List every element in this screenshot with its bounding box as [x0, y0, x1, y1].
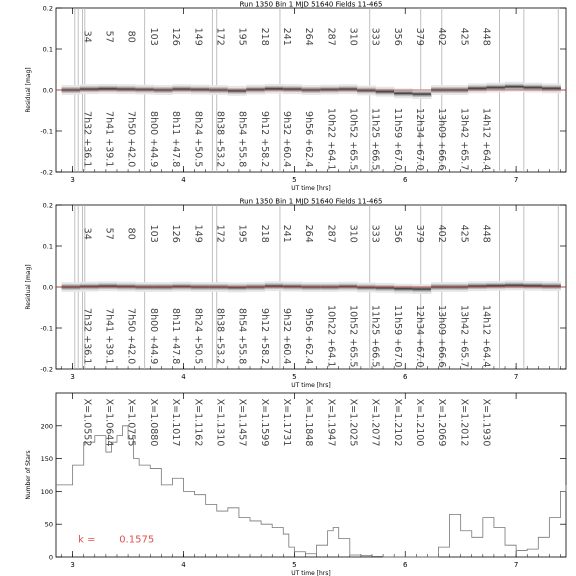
y-tick-label: -0.1: [40, 324, 53, 333]
airmass-label: X=1.1310: [214, 398, 226, 447]
y-tick-label: 0.1: [42, 242, 53, 251]
x-tick-label: 5: [292, 176, 297, 184]
x-tick-label: 7: [513, 373, 519, 381]
field-number: 379: [414, 27, 425, 46]
x-tick-label: 3: [70, 561, 75, 569]
x-axis-label: UT time [hrs]: [291, 382, 331, 389]
field-number: 264: [303, 27, 315, 46]
airmass-label: X=1.2077: [369, 398, 381, 447]
field-number: 356: [391, 27, 403, 46]
field-number: 195: [236, 27, 248, 46]
y-tick-label: 150: [40, 455, 53, 464]
residual-density-cell: [524, 285, 543, 286]
airmass-label: X=1.1947: [325, 398, 337, 447]
field-number: 195: [236, 224, 248, 243]
y-axis-label: Residual [mag]: [25, 67, 32, 113]
field-coordinates: 10h52 +65.5: [347, 108, 359, 171]
residual-density-cell: [376, 91, 395, 92]
field-number: 172: [214, 224, 226, 243]
airmass-label: X=1.2102: [391, 398, 403, 447]
residual-density-cell: [265, 88, 284, 89]
y-tick-label: 0.2: [42, 4, 53, 13]
field-number: 356: [391, 224, 403, 243]
field-number: 126: [170, 27, 182, 46]
x-tick-label: 4: [181, 373, 186, 381]
residual-density-cell: [487, 87, 506, 88]
field-coordinates: 7h32 +36.1: [81, 111, 93, 168]
airmass-label: X=1.1457: [236, 398, 248, 447]
field-coordinates: 7h32 +36.1: [81, 308, 93, 365]
field-number: 103: [147, 224, 159, 243]
field-coordinates: 9h56 +62.4: [303, 111, 315, 168]
residual-density-cell: [413, 93, 432, 94]
field-number: 241: [280, 224, 292, 243]
k-value: 0.1575: [119, 534, 155, 546]
field-coordinates: 8h00 +44.9: [147, 308, 159, 365]
field-coordinates: 11h59 +67.0: [391, 108, 403, 171]
field-coordinates: 14h12 +64.4: [480, 305, 492, 368]
airmass-label: X=1.0644: [103, 398, 115, 447]
x-tick-label: 5: [292, 561, 297, 569]
field-coordinates: 8h54 +55.8: [236, 111, 248, 168]
y-axis-label: Residual [mag]: [25, 264, 32, 310]
airmass-label: X=1.0552: [81, 398, 93, 447]
x-axis-label: UT time [hrs]: [291, 185, 331, 192]
airmass-label: X=1.1599: [258, 398, 270, 447]
field-coordinates: 7h50 +42.0: [125, 308, 137, 365]
field-number: 103: [147, 27, 159, 46]
field-coordinates: 13h09 +66.6: [436, 305, 448, 368]
field-number: 310: [347, 27, 359, 46]
field-number: 310: [347, 224, 359, 243]
x-tick-label: 3: [70, 176, 75, 184]
field-number: 80: [125, 227, 137, 240]
field-coordinates: 13h42 +65.7: [458, 305, 470, 368]
residual-density-cell: [505, 86, 524, 87]
y-tick-label: -0.2: [40, 168, 53, 177]
field-coordinates: 8h11 +47.8: [170, 308, 182, 365]
field-coordinates: 12h34 +67.0: [414, 108, 425, 171]
airmass-label: X=1.2025: [347, 398, 359, 447]
airmass-label: X=1.1848: [303, 398, 315, 447]
field-number: 287: [325, 224, 337, 243]
field-coordinates: 8h11 +47.8: [170, 111, 182, 168]
airmass-label: X=1.1162: [192, 398, 204, 447]
field-coordinates: 12h34 +67.0: [414, 305, 425, 368]
residual-density-cell: [394, 93, 413, 94]
field-coordinates: 9h32 +60.4: [280, 308, 292, 365]
field-number: 379: [414, 224, 425, 243]
field-coordinates: 13h42 +65.7: [458, 108, 470, 171]
x-tick-label: 5: [292, 373, 297, 381]
y-tick-label: 50: [44, 520, 53, 529]
field-coordinates: 9h12 +58.2: [258, 111, 270, 168]
field-number: 448: [480, 27, 492, 46]
x-tick-label: 7: [513, 561, 519, 569]
panel-2: [25, 198, 566, 390]
k-label: k =: [78, 534, 96, 546]
field-coordinates: 14h12 +64.4: [480, 108, 492, 171]
field-coordinates: 8h38 +53.2: [214, 308, 226, 365]
residual-density-cell: [468, 88, 487, 89]
field-number: 218: [258, 27, 270, 46]
x-tick-label: 4: [181, 561, 186, 569]
y-tick-label: 0.1: [42, 45, 53, 54]
x-tick-label: 7: [513, 176, 519, 184]
x-axis-label: UT time [hrs]: [291, 570, 331, 576]
chart-title: Run 1350 Bin 1 MJD 51640 Fields 11-465: [239, 197, 383, 206]
y-tick-label: 0.0: [42, 86, 53, 95]
y-tick-label: 100: [40, 487, 53, 496]
field-number: 126: [170, 224, 182, 243]
field-number: 425: [458, 27, 470, 46]
residual-density-cell: [505, 285, 524, 286]
field-number: 287: [325, 27, 337, 46]
airmass-label: X=1.1731: [280, 398, 292, 447]
y-tick-label: -0.1: [40, 127, 53, 136]
airmass-label: X=1.1930: [480, 398, 492, 447]
field-number: 241: [280, 27, 292, 46]
airmass-label: X=1.0755: [125, 398, 137, 447]
x-tick-label: 4: [181, 176, 186, 184]
field-coordinates: 7h50 +42.0: [125, 111, 137, 168]
residual-density-cell: [487, 285, 506, 286]
field-number: 57: [103, 30, 115, 43]
chart-title: Run 1350 Bin 1 MJD 51640 Fields 11-465: [239, 0, 383, 9]
field-coordinates: 9h32 +60.4: [280, 111, 292, 168]
panel-3: [25, 393, 566, 576]
field-coordinates: 8h54 +55.8: [236, 308, 248, 365]
y-tick-label: -0.2: [40, 365, 53, 374]
panel-1: [25, 1, 566, 193]
field-number: 172: [214, 27, 226, 46]
field-number: 34: [81, 227, 93, 240]
field-coordinates: 7h41 +39.1: [103, 111, 115, 168]
airmass-label: X=1.2012: [458, 398, 470, 447]
field-coordinates: 11h59 +67.0: [391, 305, 403, 368]
field-number: 149: [192, 224, 204, 243]
field-coordinates: 10h52 +65.5: [347, 305, 359, 368]
field-coordinates: 8h24 +50.5: [192, 308, 204, 365]
y-tick-label: 200: [40, 422, 53, 431]
field-coordinates: 9h56 +62.4: [303, 308, 315, 365]
field-coordinates: 13h09 +66.6: [436, 108, 448, 171]
y-tick-label: 0.0: [42, 283, 53, 292]
airmass-label: X=1.2069: [436, 398, 448, 447]
field-number: 218: [258, 224, 270, 243]
residual-density-cell: [524, 87, 543, 88]
field-coordinates: 7h41 +39.1: [103, 308, 115, 365]
residual-density-cell: [542, 88, 561, 89]
field-coordinates: 9h12 +58.2: [258, 308, 270, 365]
residual-density-cell: [99, 88, 118, 89]
field-number: 80: [125, 30, 137, 43]
airmass-label: X=1.0880: [147, 398, 159, 447]
field-number: 425: [458, 224, 470, 243]
airmass-label: X=1.2100: [414, 398, 425, 447]
field-number: 402: [436, 27, 448, 46]
residual-density-cell: [394, 288, 413, 289]
field-number: 264: [303, 224, 315, 243]
y-axis-label: Number of Stars: [25, 450, 32, 500]
field-number: 448: [480, 224, 492, 243]
airmass-label: X=1.1017: [170, 398, 182, 447]
field-coordinates: 10h22 +64.1: [325, 305, 337, 368]
x-tick-label: 6: [403, 373, 408, 381]
y-tick-label: 0.2: [42, 201, 53, 210]
x-tick-label: 3: [70, 373, 75, 381]
field-number: 402: [436, 224, 448, 243]
field-coordinates: 8h24 +50.5: [192, 111, 204, 168]
field-coordinates: 8h38 +53.2: [214, 111, 226, 168]
field-number: 34: [81, 30, 93, 43]
field-coordinates: 11h25 +66.5: [369, 305, 381, 368]
field-number: 57: [103, 227, 115, 240]
residual-density-cell: [413, 288, 432, 289]
field-number: 149: [192, 27, 204, 46]
field-number: 333: [369, 27, 381, 46]
field-coordinates: 11h25 +66.5: [369, 108, 381, 171]
field-coordinates: 8h00 +44.9: [147, 111, 159, 168]
field-coordinates: 10h22 +64.1: [325, 108, 337, 171]
x-tick-label: 6: [403, 561, 408, 569]
x-tick-label: 6: [403, 176, 408, 184]
y-tick-label: 0: [48, 553, 53, 562]
field-number: 333: [369, 224, 381, 243]
